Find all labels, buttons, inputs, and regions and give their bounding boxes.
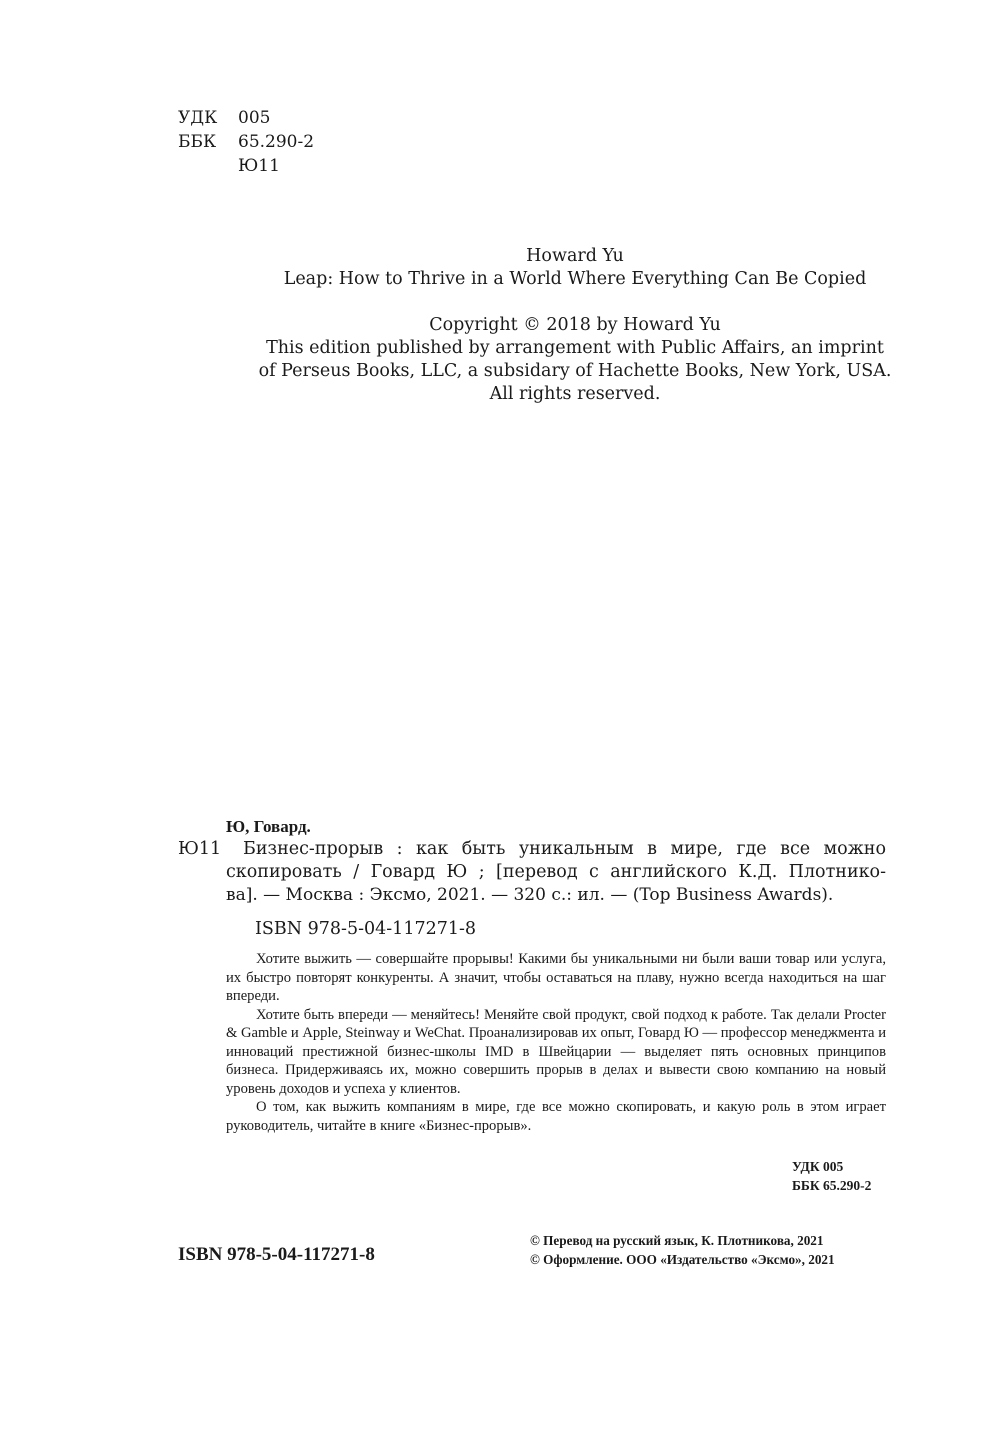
annotation-udk: УДК 005 xyxy=(792,1159,844,1174)
catalog-description-line: скопировать / Говард Ю ; [перевод с английского К.Д. Плотнико- xyxy=(226,862,886,882)
original-title: Leap: How to Thrive in a World Where Everything Can Be Copied xyxy=(283,269,867,289)
udk-row xyxy=(178,106,314,130)
footer-isbn: ISBN 978-5-04-117271-8 xyxy=(178,1244,375,1265)
catalog-author-heading: Ю, Говард. xyxy=(226,817,311,836)
author-sign-row xyxy=(178,154,314,178)
original-copyright: Copyright © 2018 by Howard Yu xyxy=(429,315,721,335)
annotation-bbk: ББК 65.290-2 xyxy=(792,1178,872,1193)
udk-label: УДК xyxy=(178,108,218,128)
catalog-description-line: ва]. — Москва : Эксмо, 2021. — 320 с.: ил. — (Top Business Awards). xyxy=(226,885,834,905)
bbk-label: ББК xyxy=(178,132,217,152)
copyright-translation: © Перевод на русский язык, К. Плотникова, 2021 xyxy=(530,1233,824,1248)
bbk-value: 65.290-2 xyxy=(238,132,315,152)
catalog-description-line: Бизнес-прорыв : как быть уникальным в мире, где все можно xyxy=(243,839,886,859)
author-sign: Ю11 xyxy=(238,156,280,176)
classification-codes xyxy=(178,106,314,178)
bbk-row xyxy=(178,130,314,154)
annotation-paragraph: О том, как выжить компаниям в мире, где все можно скопировать, и какую роль в этом играет руководитель, читайте в книге «Бизнес-прорыв». xyxy=(226,1099,886,1134)
annotation xyxy=(226,950,886,1135)
annotation-paragraph: Хотите выжить — совершайте прорывы! Какими бы уникальными ни были ваши товар или услуга, их быстро повторят конкуренты. А значит, чтобы оставаться на плаву, нужно всегда находиться на шаг впереди. xyxy=(226,951,886,1004)
copyright-design: © Оформление. ООО «Издательство «Эксмо», 2021 xyxy=(530,1252,835,1267)
udk-value: 005 xyxy=(238,108,271,128)
edition-line: All rights reserved. xyxy=(489,384,661,404)
annotation-paragraph: Хотите быть впереди — меняйтесь! Меняйте свой продукт, свой подход к работе. Так делали Procter & Gamble и Apple, Steinway и WeChat. Проанализировав их опыт, Говард Ю — профессор менеджмента и инноваций престижной бизнес-школы IMD в Швейцарии — выделяет пять основных принципов бизнеса. Придерживаясь их, можно совершить прорыв в делах и вывести свою компанию на новый уровень доходов и успеха у клиентов. xyxy=(226,1006,886,1097)
catalog-sign: Ю11 xyxy=(178,839,222,859)
catalog-isbn: ISBN 978-5-04-117271-8 xyxy=(255,919,477,939)
edition-line: of Perseus Books, LLC, a subsidary of Hachette Books, New York, USA. xyxy=(258,361,892,381)
original-author: Howard Yu xyxy=(526,246,624,266)
edition-line: This edition published by arrangement with Public Affairs, an imprint xyxy=(266,338,884,358)
